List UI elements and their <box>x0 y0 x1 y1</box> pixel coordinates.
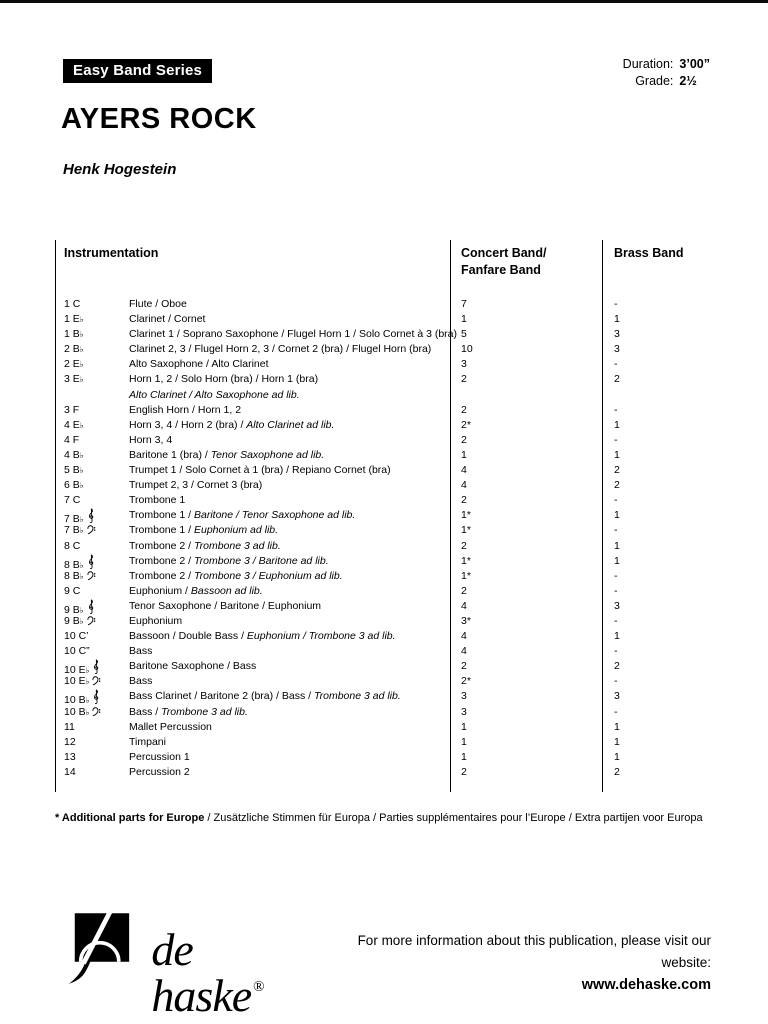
table-row <box>56 750 712 765</box>
instrument-name: Timpani <box>129 735 166 748</box>
composer-name: Henk Hogestein <box>63 161 177 178</box>
instrument-name: Horn 3, 4 / Horn 2 (bra) / Alto Clarinet ad lib. <box>129 418 335 431</box>
part-code: 10 B♭ <box>64 705 129 720</box>
instrument-name: Bass <box>129 675 153 688</box>
part-code: 10 C’ <box>64 630 89 643</box>
de-haske-logo <box>63 909 139 991</box>
concert-fanfare-qty: 10 <box>461 343 473 356</box>
page-title: AYERS ROCK <box>61 103 257 135</box>
table-row <box>56 569 712 584</box>
brass-band-qty: - <box>614 524 618 537</box>
table-row <box>56 463 712 478</box>
publisher-name: de haske <box>151 924 252 1021</box>
concert-fanfare-qty: 2 <box>461 433 467 446</box>
footnote-bold: * Additional parts for Europe <box>55 812 205 824</box>
brass-band-qty: - <box>614 584 618 597</box>
brass-band-qty: 3 <box>614 343 620 356</box>
part-code: 3 E♭ <box>64 373 84 386</box>
concert-fanfare-qty: 7 <box>461 298 467 310</box>
table-row <box>56 478 712 493</box>
concert-fanfare-qty: 4 <box>461 599 467 612</box>
concert-fanfare-qty: 3* <box>461 614 471 627</box>
concert-fanfare-qty: 1* <box>461 524 471 537</box>
brass-band-qty: 3 <box>614 690 620 703</box>
website-url: www.dehaske.com <box>581 977 711 994</box>
concert-fanfare-qty: 1 <box>461 720 467 733</box>
concert-fanfare-qty: 3 <box>461 705 467 718</box>
table-row <box>56 448 712 463</box>
concert-fanfare-qty: 1* <box>461 509 471 522</box>
instrument-name: Trumpet 1 / Solo Cornet à 1 (bra) / Repiano Cornet (bra) <box>129 464 391 477</box>
brass-band-qty: 2 <box>614 765 620 778</box>
publisher-footer <box>63 912 711 1021</box>
europe-parts-footnote <box>55 812 703 824</box>
instrument-name: Flute / Oboe <box>129 298 187 310</box>
table-row <box>56 312 712 327</box>
concert-fanfare-qty: 4 <box>461 630 467 643</box>
concert-fanfare-qty: 1 <box>461 750 467 763</box>
brass-band-qty: - <box>614 494 618 507</box>
part-code: 13 <box>64 750 76 763</box>
instrument-name: Trombone 1 <box>129 494 186 507</box>
part-code: 1 E♭ <box>64 313 84 326</box>
bass-clef-icon <box>87 571 96 581</box>
concert-fanfare-qty: 2 <box>461 584 467 597</box>
part-code: 8 B♭ <box>64 554 129 573</box>
scan-edge-artifact <box>0 0 768 3</box>
part-code: 10 E♭ <box>64 659 129 678</box>
registered-trademark-icon: ® <box>253 979 264 995</box>
grade-label: Grade: <box>635 74 674 88</box>
instrumentation-rows <box>56 297 712 780</box>
grade-value: 2½ <box>679 74 697 88</box>
part-code: 4 F <box>64 433 80 446</box>
concert-fanfare-qty: 1 <box>461 313 467 326</box>
instrument-name: Horn 3, 4 <box>129 433 173 446</box>
concert-fanfare-qty: 1 <box>461 448 467 461</box>
part-code: 11 <box>64 720 75 733</box>
brass-band-qty: - <box>614 705 618 718</box>
table-row <box>56 372 712 387</box>
website-info-line: For more information about this publication, please visit our website: <box>357 932 711 971</box>
brass-band-qty: 1 <box>614 554 620 567</box>
table-row <box>56 659 712 677</box>
series-badge: Easy Band Series <box>63 59 212 83</box>
brass-band-qty: 1 <box>614 313 620 326</box>
concert-fanfare-qty: 4 <box>461 479 467 492</box>
brass-band-qty: 1 <box>614 735 620 748</box>
brass-band-qty: 2 <box>614 464 620 477</box>
table-row <box>56 644 712 659</box>
brass-band-qty: - <box>614 433 618 446</box>
instrument-name: Percussion 1 <box>129 750 190 763</box>
table-row <box>56 493 712 508</box>
instrument-name: Clarinet / Cornet <box>129 313 206 326</box>
bass-clef-icon <box>92 707 101 717</box>
brass-band-qty: - <box>614 298 618 310</box>
brass-band-qty: 2 <box>614 373 620 386</box>
table-row <box>56 689 712 707</box>
brass-band-qty: - <box>614 403 618 416</box>
part-code: 9 B♭ <box>64 599 129 618</box>
concert-fanfare-qty: 1* <box>461 554 471 567</box>
column-header-concert-fanfare <box>450 245 602 292</box>
part-code: 7 C <box>64 494 81 507</box>
part-code: 10 E♭ <box>64 674 129 689</box>
instrument-name: Alto Saxophone / Alto Clarinet <box>129 358 269 371</box>
concert-fanfare-qty: 3 <box>461 358 467 371</box>
instrument-name: Bass / Trombone 3 ad lib. <box>129 705 248 718</box>
brass-band-qty: - <box>614 358 618 371</box>
part-code: 2 B♭ <box>64 343 84 356</box>
footnote-rest: / Zusätzliche Stimmen für Europa / Parties supplémentaires pour l’Europe / Extra partijen voor Europa <box>204 812 703 824</box>
duration-grade-block <box>623 56 710 90</box>
part-code <box>64 388 129 403</box>
table-row <box>56 720 712 735</box>
part-code: 1 B♭ <box>64 328 84 341</box>
instrument-name: Bassoon / Double Bass / Euphonium / Trombone 3 ad lib. <box>129 630 396 643</box>
concert-fanfare-qty: 5 <box>461 328 467 341</box>
part-code: 4 B♭ <box>64 448 84 461</box>
part-code: 8 B♭ <box>64 569 129 584</box>
table-row <box>56 765 712 780</box>
table-row <box>56 539 712 554</box>
part-code: 14 <box>64 765 76 778</box>
instrument-name: Baritone Saxophone / Bass <box>129 660 257 673</box>
brass-band-qty: 1 <box>614 720 620 733</box>
brass-band-qty: 3 <box>614 599 620 612</box>
part-code: 5 B♭ <box>64 464 84 477</box>
table-row <box>56 327 712 342</box>
instrument-name: Clarinet 1 / Soprano Saxophone / Flugel Horn 1 / Solo Cornet à 3 (bra) <box>129 328 458 341</box>
instrument-name: Trombone 2 / Trombone 3 / Baritone ad lib. <box>129 554 329 567</box>
concert-fanfare-qty: 2 <box>461 403 467 416</box>
part-code: 8 C <box>64 539 81 552</box>
brass-band-qty: 1 <box>614 539 620 552</box>
brass-band-qty: 1 <box>614 448 620 461</box>
brass-band-qty: 1 <box>614 630 620 643</box>
brass-band-qty: 2 <box>614 660 620 673</box>
instrument-name: Bass Clarinet / Baritone 2 (bra) / Bass / Trombone 3 ad lib. <box>129 690 401 703</box>
concert-fanfare-qty: 3 <box>461 690 467 703</box>
table-row <box>56 614 712 629</box>
instrument-name: Trombone 2 / Trombone 3 / Euphonium ad lib. <box>129 569 343 582</box>
concert-fanfare-qty: 2* <box>461 675 471 688</box>
concert-fanfare-qty: 4 <box>461 645 467 658</box>
table-row <box>56 388 712 403</box>
instrument-name: Baritone 1 (bra) / Tenor Saxophone ad lib. <box>129 448 325 461</box>
website-info-block <box>312 930 711 998</box>
part-code: 10 B♭ <box>64 689 129 708</box>
fanfare-band-line: Fanfare Band <box>461 263 541 277</box>
table-row <box>56 433 712 448</box>
treble-clef-icon <box>87 554 95 570</box>
table-row <box>56 418 712 433</box>
instrument-name: Alto Clarinet / Alto Saxophone ad lib. <box>129 388 300 401</box>
table-row <box>56 599 712 614</box>
instrument-name: English Horn / Horn 1, 2 <box>129 403 242 416</box>
brass-band-qty: 1 <box>614 418 620 431</box>
concert-fanfare-qty: 2* <box>461 418 471 431</box>
duration-value: 3’00” <box>679 57 710 71</box>
brass-band-qty: - <box>614 645 618 658</box>
table-header <box>56 240 712 292</box>
table-row <box>56 342 712 357</box>
table-row <box>56 554 712 569</box>
treble-clef-icon <box>87 508 95 524</box>
brass-band-qty: 3 <box>614 328 620 341</box>
brass-band-qty: 1 <box>614 750 620 763</box>
concert-fanfare-qty: 1* <box>461 569 471 582</box>
instrument-name: Tenor Saxophone / Baritone / Euphonium <box>129 599 322 612</box>
part-code: 10 C” <box>64 645 90 658</box>
instrument-name: Trombone 2 / Trombone 3 ad lib. <box>129 539 281 552</box>
treble-clef-icon <box>87 599 95 615</box>
instrumentation-table <box>55 240 712 792</box>
instrument-name: Euphonium / Bassoon ad lib. <box>129 584 263 597</box>
part-code: 6 B♭ <box>64 479 84 492</box>
concert-fanfare-qty: 4 <box>461 464 467 477</box>
part-code: 2 E♭ <box>64 358 84 371</box>
instrument-name: Horn 1, 2 / Solo Horn (bra) / Horn 1 (bra) <box>129 373 319 386</box>
part-code: 7 B♭ <box>64 523 129 538</box>
instrument-name: Percussion 2 <box>129 765 190 778</box>
table-row <box>56 523 712 538</box>
instrument-name: Mallet Percussion <box>129 720 212 733</box>
treble-clef-icon <box>92 659 100 675</box>
brass-band-qty: - <box>614 675 618 688</box>
table-row <box>56 297 712 312</box>
brass-band-qty <box>602 388 712 403</box>
instrument-name: Bass <box>129 645 153 658</box>
instrument-name: Euphonium <box>129 614 183 627</box>
table-row <box>56 508 712 526</box>
duration-label: Duration: <box>622 57 674 71</box>
concert-band-line: Concert Band/ <box>461 246 547 260</box>
bass-clef-icon <box>92 676 101 686</box>
instrument-name: Trombone 1 / Baritone / Tenor Saxophone ad lib. <box>129 509 356 522</box>
column-header-instrumentation: Instrumentation <box>64 246 159 260</box>
bass-clef-icon <box>87 525 96 535</box>
table-row <box>56 357 712 372</box>
table-row <box>56 584 712 599</box>
concert-fanfare-qty: 2 <box>461 765 467 778</box>
concert-fanfare-qty <box>450 388 602 403</box>
concert-fanfare-qty: 2 <box>461 539 467 552</box>
brass-band-qty: - <box>614 614 618 627</box>
instrument-name: Trombone 1 / Euphonium ad lib. <box>129 524 279 537</box>
concert-fanfare-qty: 2 <box>461 373 467 386</box>
publisher-wordmark <box>151 924 312 1021</box>
publisher-brand <box>63 909 312 1019</box>
table-row <box>56 674 712 689</box>
column-header-brass: Brass Band <box>614 246 684 260</box>
part-code: 12 <box>64 735 76 748</box>
concert-fanfare-qty: 2 <box>461 494 467 507</box>
bass-clef-icon <box>87 616 96 626</box>
concert-fanfare-qty: 1 <box>461 735 467 748</box>
part-code: 3 F <box>64 403 80 416</box>
table-row <box>56 735 712 750</box>
part-code: 9 B♭ <box>64 614 129 629</box>
instrument-name: Clarinet 2, 3 / Flugel Horn 2, 3 / Cornet 2 (bra) / Flugel Horn (bra) <box>129 343 432 356</box>
part-code: 1 C <box>64 298 81 310</box>
part-code: 9 C <box>64 584 81 597</box>
instrument-name: Trumpet 2, 3 / Cornet 3 (bra) <box>129 479 263 492</box>
brass-band-qty: 1 <box>614 509 620 522</box>
table-row <box>56 705 712 720</box>
table-row <box>56 403 712 418</box>
part-code: 4 E♭ <box>64 418 84 431</box>
concert-fanfare-qty: 2 <box>461 660 467 673</box>
part-code: 7 B♭ <box>64 508 129 527</box>
table-row <box>56 629 712 644</box>
brass-band-qty: - <box>614 569 618 582</box>
treble-clef-icon <box>92 689 100 705</box>
brass-band-qty: 2 <box>614 479 620 492</box>
